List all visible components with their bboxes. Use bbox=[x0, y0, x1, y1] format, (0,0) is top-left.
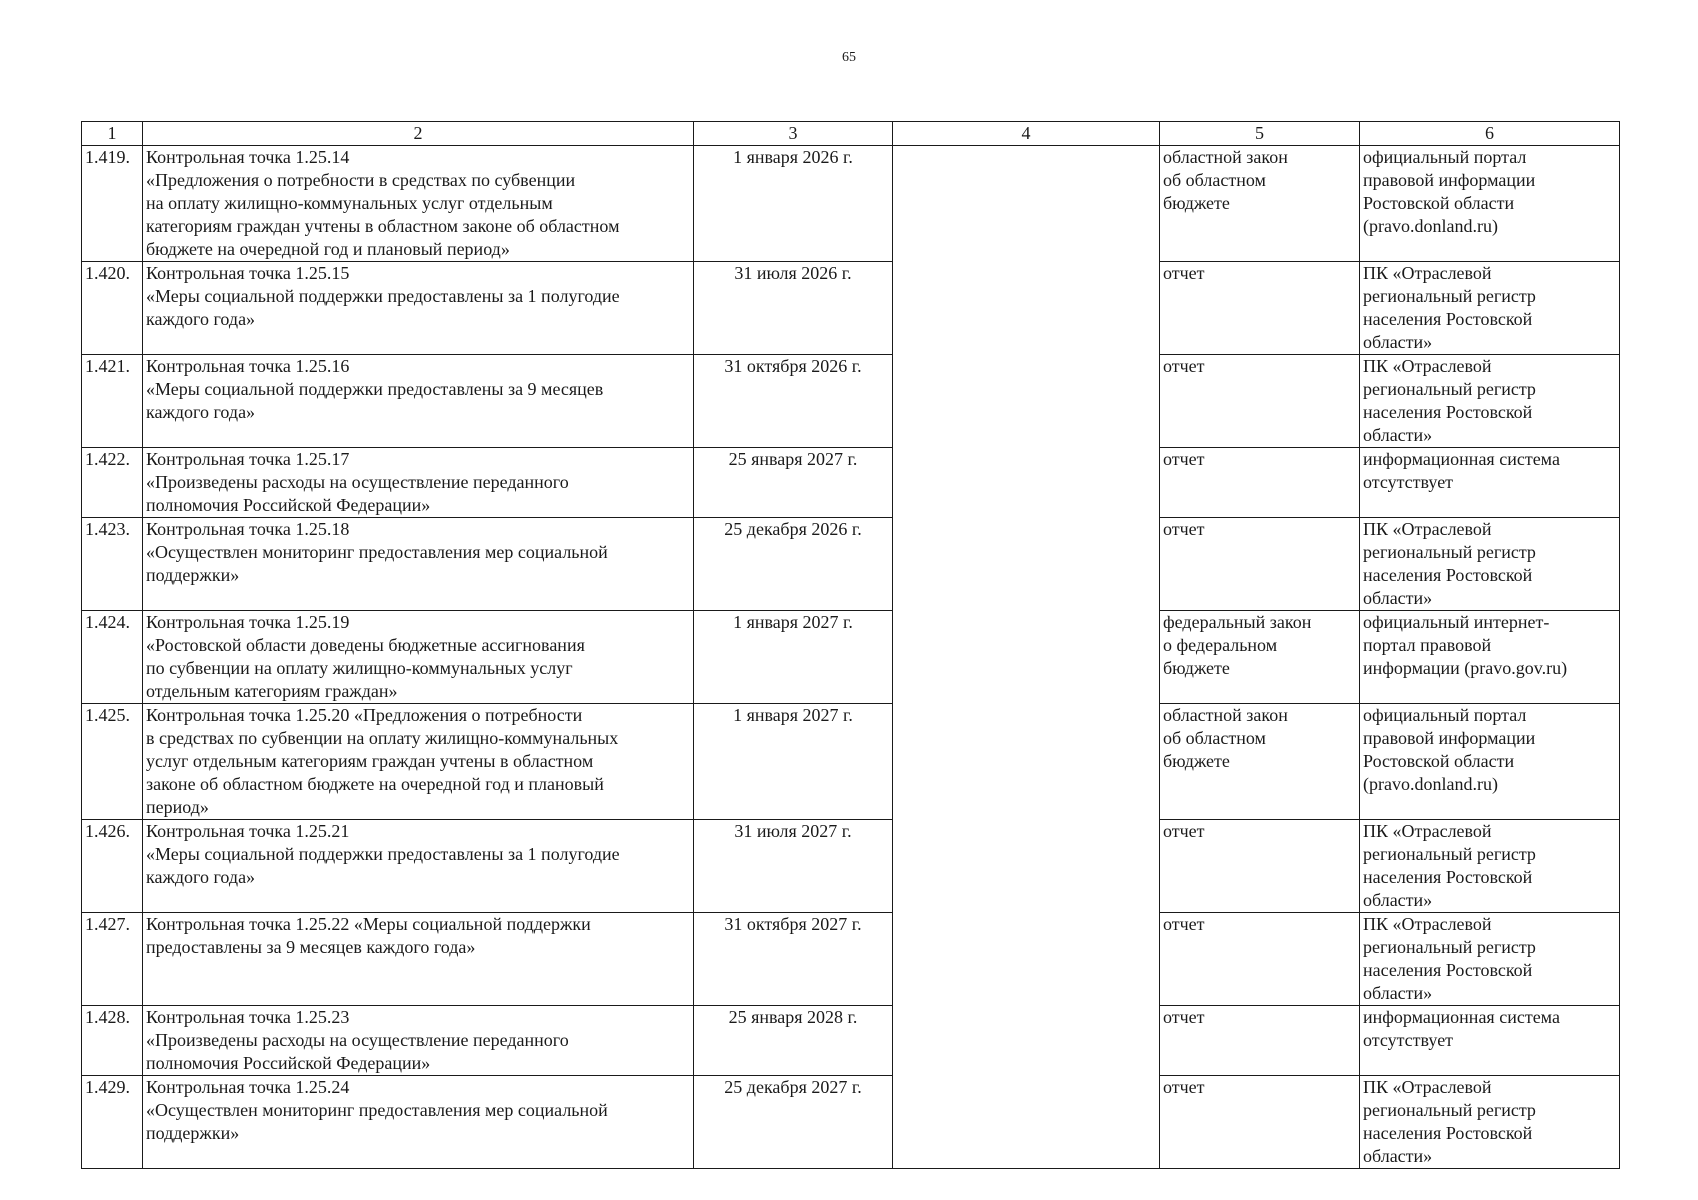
document-type: федеральный закон о федеральном бюджете bbox=[1160, 611, 1360, 704]
table-row bbox=[82, 1076, 1620, 1169]
control-point-date: 1 января 2026 г. bbox=[694, 146, 893, 262]
control-point-date: 31 июля 2027 г. bbox=[694, 820, 893, 913]
row-number: 1.428. bbox=[82, 1006, 143, 1076]
control-point-date: 31 июля 2026 г. bbox=[694, 262, 893, 355]
document-type: областной закон об областном бюджете bbox=[1160, 146, 1360, 262]
information-system: официальный интернет- портал правовой информации (pravo.gov.ru) bbox=[1360, 611, 1620, 704]
control-point-date: 1 января 2027 г. bbox=[694, 704, 893, 820]
information-system: официальный портал правовой информации Ростовской области (pravo.donland.ru) bbox=[1360, 146, 1620, 262]
row-number: 1.422. bbox=[82, 448, 143, 518]
control-point-description: Контрольная точка 1.25.21 «Меры социальной поддержки предоставлены за 1 полугодие каждого года» bbox=[143, 820, 694, 913]
control-point-description: Контрольная точка 1.25.18 «Осуществлен мониторинг предоставления мер социальной поддержки» bbox=[143, 518, 694, 611]
control-point-date: 25 января 2028 г. bbox=[694, 1006, 893, 1076]
information-system: ПК «Отраслевой региональный регистр населения Ростовской области» bbox=[1360, 518, 1620, 611]
row-number: 1.420. bbox=[82, 262, 143, 355]
table-row bbox=[82, 704, 1620, 820]
row-number: 1.421. bbox=[82, 355, 143, 448]
control-point-date: 25 января 2027 г. bbox=[694, 448, 893, 518]
control-point-description: Контрольная точка 1.25.20 «Предложения о потребности в средствах по субвенции на оплату жилищно-коммунальных услуг отдельным категориям граждан учтены в областном законе об областном бюджете на очередной год и плановый период» bbox=[143, 704, 694, 820]
row-number: 1.423. bbox=[82, 518, 143, 611]
control-points-table bbox=[81, 121, 1620, 1169]
document-type: отчет bbox=[1160, 913, 1360, 1006]
column-header: 6 bbox=[1360, 122, 1620, 146]
document-type: отчет bbox=[1160, 1076, 1360, 1169]
information-system: информационная система отсутствует bbox=[1360, 448, 1620, 518]
table-row bbox=[82, 146, 1620, 262]
table-row bbox=[82, 262, 1620, 355]
row-number: 1.426. bbox=[82, 820, 143, 913]
information-system: ПК «Отраслевой региональный регистр населения Ростовской области» bbox=[1360, 1076, 1620, 1169]
information-system: ПК «Отраслевой региональный регистр населения Ростовской области» bbox=[1360, 262, 1620, 355]
control-point-date: 31 октября 2027 г. bbox=[694, 913, 893, 1006]
information-system: официальный портал правовой информации Ростовской области (pravo.donland.ru) bbox=[1360, 704, 1620, 820]
table-row bbox=[82, 518, 1620, 611]
document-type: областной закон об областном бюджете bbox=[1160, 704, 1360, 820]
control-point-description: Контрольная точка 1.25.24 «Осуществлен мониторинг предоставления мер социальной поддержки» bbox=[143, 1076, 694, 1169]
column-header: 5 bbox=[1160, 122, 1360, 146]
table-row bbox=[82, 355, 1620, 448]
document-type: отчет bbox=[1160, 355, 1360, 448]
control-point-date: 25 декабря 2027 г. bbox=[694, 1076, 893, 1169]
control-point-description: Контрольная точка 1.25.23 «Произведены расходы на осуществление переданного полномочия Российской Федерации» bbox=[143, 1006, 694, 1076]
information-system: ПК «Отраслевой региональный регистр населения Ростовской области» bbox=[1360, 913, 1620, 1006]
control-point-description: Контрольная точка 1.25.19 «Ростовской области доведены бюджетные ассигнования по субвенции на оплату жилищно-коммунальных услуг отдельным категориям граждан» bbox=[143, 611, 694, 704]
table-row bbox=[82, 611, 1620, 704]
row-number: 1.419. bbox=[82, 146, 143, 262]
control-point-date: 31 октября 2026 г. bbox=[694, 355, 893, 448]
table-header-row bbox=[82, 122, 1620, 146]
control-point-date: 1 января 2027 г. bbox=[694, 611, 893, 704]
document-type: отчет bbox=[1160, 262, 1360, 355]
control-point-description: Контрольная точка 1.25.14 «Предложения о потребности в средствах по субвенции на оплату жилищно-коммунальных услуг отдельным категориям граждан учтены в областном законе об областном бюджете на очередной год и плановый период» bbox=[143, 146, 694, 262]
row-number: 1.427. bbox=[82, 913, 143, 1006]
row-number: 1.424. bbox=[82, 611, 143, 704]
column-header: 1 bbox=[82, 122, 143, 146]
control-point-description: Контрольная точка 1.25.17 «Произведены расходы на осуществление переданного полномочия Российской Федерации» bbox=[143, 448, 694, 518]
column-header: 2 bbox=[143, 122, 694, 146]
control-point-date: 25 декабря 2026 г. bbox=[694, 518, 893, 611]
information-system: ПК «Отраслевой региональный регистр населения Ростовской области» bbox=[1360, 355, 1620, 448]
row-number: 1.425. bbox=[82, 704, 143, 820]
column-header: 4 bbox=[893, 122, 1160, 146]
document-type: отчет bbox=[1160, 820, 1360, 913]
table-row bbox=[82, 448, 1620, 518]
column-header: 3 bbox=[694, 122, 893, 146]
responsible-column-empty bbox=[893, 146, 1160, 1169]
table-row bbox=[82, 820, 1620, 913]
table-row bbox=[82, 913, 1620, 1006]
document-type: отчет bbox=[1160, 1006, 1360, 1076]
information-system: ПК «Отраслевой региональный регистр населения Ростовской области» bbox=[1360, 820, 1620, 913]
table-row bbox=[82, 1006, 1620, 1076]
row-number: 1.429. bbox=[82, 1076, 143, 1169]
control-point-description: Контрольная точка 1.25.22 «Меры социальной поддержки предоставлены за 9 месяцев каждого года» bbox=[143, 913, 694, 1006]
control-point-description: Контрольная точка 1.25.15 «Меры социальной поддержки предоставлены за 1 полугодие каждого года» bbox=[143, 262, 694, 355]
information-system: информационная система отсутствует bbox=[1360, 1006, 1620, 1076]
page-number: 65 bbox=[842, 50, 856, 65]
control-point-description: Контрольная точка 1.25.16 «Меры социальной поддержки предоставлены за 9 месяцев каждого года» bbox=[143, 355, 694, 448]
document-type: отчет bbox=[1160, 518, 1360, 611]
document-type: отчет bbox=[1160, 448, 1360, 518]
